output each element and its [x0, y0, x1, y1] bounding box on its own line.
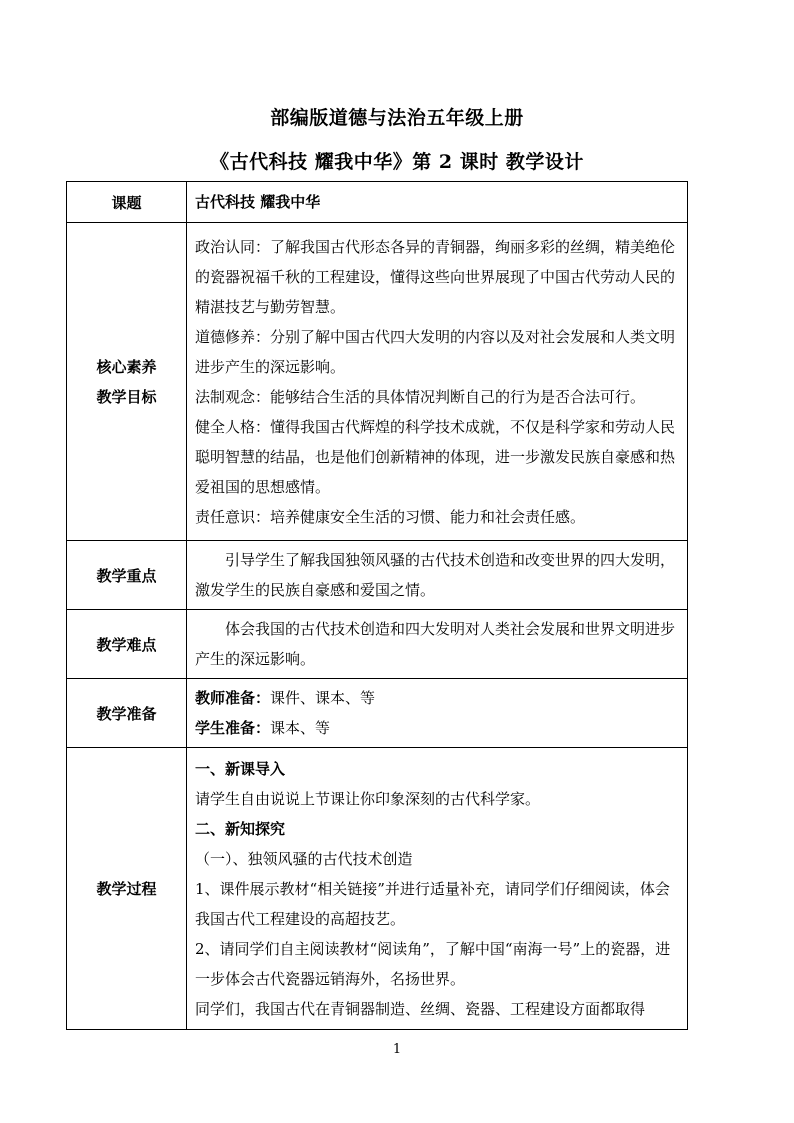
page-number: 1 [392, 1042, 402, 1057]
goal-paragraph: 责任意识：培养健康安全生活的习惯、能力和社会责任感。 [195, 507, 586, 526]
preparation-content [187, 679, 688, 748]
difficulties-label: 教学难点 [67, 610, 187, 679]
process-line: 同学们，我国古代在青铜器制造、丝绸、瓷器、工程建设方面都取得 [195, 999, 646, 1018]
key-points-label: 教学重点 [67, 541, 187, 610]
teacher-preparation-label: 教师准备： [195, 689, 271, 707]
process-line: 1、课件展示教材“相关链接”并进行适量补充，请同学们仔细阅读，体会我国古代工程建设的高超技艺。 [195, 879, 670, 928]
process-content [187, 748, 688, 1030]
process-line: 2、请同学们自主阅读教材“阅读角”，了解中国“南海一号”上的瓷器，进一步体会古代瓷器远销海外，名扬世界。 [195, 939, 671, 988]
topic-value [187, 182, 688, 223]
difficulties-content [187, 610, 688, 679]
process-line: 二、新知探究 [195, 819, 286, 838]
goal-paragraph: 政治认同：了解我国古代形态各异的青铜器，绚丽多彩的丝绸，精美绝伦的瓷器祝福千秋的工程建设，懂得这些向世界展现了中国古代劳动人民的精湛技艺与勤劳智慧。 [195, 237, 676, 316]
goals-label [67, 223, 187, 541]
student-preparation-text: 课本、等 [270, 719, 331, 737]
row-preparation [67, 679, 688, 748]
goal-paragraph: 健全人格：懂得我国古代辉煌的科学技术成就，不仅是科学家和劳动人民聪明智慧的结晶，也是他们创新精神的体现，进一步激发民族自豪感和热爱祖国的思想感情。 [195, 417, 676, 496]
preparation-label: 教学准备 [67, 679, 187, 748]
document-title: 部编版道德与法治五年级上册 [270, 107, 524, 129]
row-key-points [67, 541, 688, 610]
row-goals [67, 223, 688, 541]
row-difficulties [67, 610, 688, 679]
goals-label-line2: 教学目标 [96, 387, 157, 406]
topic-label: 课题 [67, 182, 187, 223]
row-topic [67, 182, 688, 223]
goal-paragraph: 道德修养：分别了解中国古代四大发明的内容以及对社会发展和人类文明进步产生的深远影响。 [195, 327, 676, 376]
topic-text: 古代科技 耀我中华 [195, 193, 321, 211]
student-preparation-label: 学生准备： [195, 719, 271, 737]
process-line: （一）、独领风骚的古代技术创造 [195, 849, 413, 868]
process-line: 一、新课导入 [195, 759, 286, 778]
goals-label-line1: 核心素养 [96, 357, 157, 376]
teacher-preparation [195, 683, 681, 713]
document-subtitle: 《古代科技 耀我中华》第 2 课时 教学设计 [210, 151, 584, 173]
key-points-content [187, 541, 688, 610]
student-preparation [195, 713, 681, 743]
goal-paragraph: 法制观念：能够结合生活的具体情况判断自己的行为是否合法可行。 [195, 387, 646, 406]
process-line: 请学生自由说说上节课让你印象深刻的古代科学家。 [195, 789, 541, 808]
row-process [67, 748, 688, 1030]
difficulties-text: 体会我国的古代技术创造和四大发明对人类社会发展和世界文明进步产生的深远影响。 [195, 620, 676, 668]
key-points-text: 引导学生了解我国独领风骚的古代技术创造和改变世界的四大发明，激发学生的民族自豪感和爱国之情。 [195, 551, 676, 599]
lesson-plan-table [66, 181, 688, 1030]
goals-content [187, 223, 688, 541]
teacher-preparation-text: 课件、课本、等 [270, 689, 376, 707]
process-label: 教学过程 [67, 748, 187, 1030]
